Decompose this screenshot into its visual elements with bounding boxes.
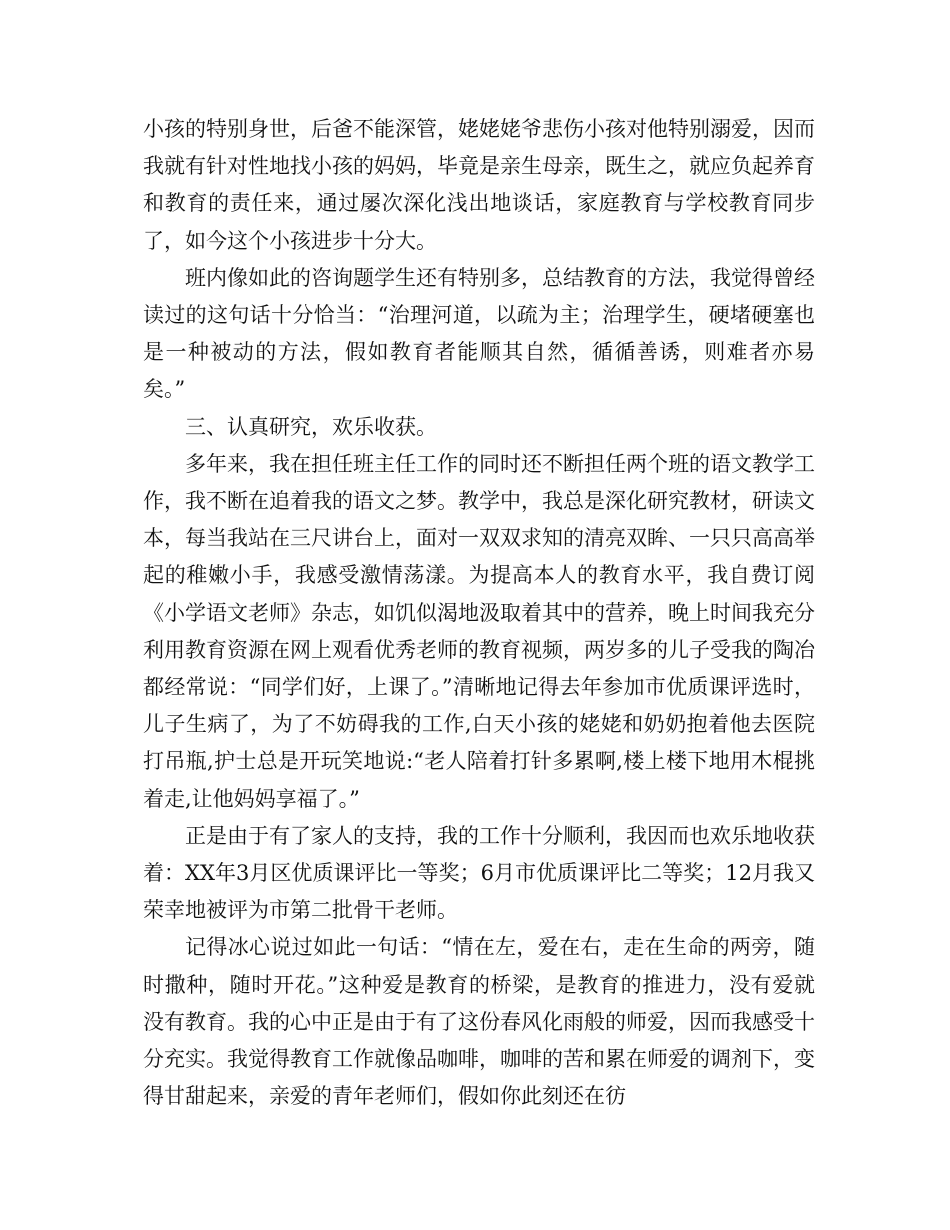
document-body: [143, 111, 815, 1115]
paragraph-1: 小孩的特别身世，后爸不能深管，姥姥姥爷悲伤小孩对他特别溺爱，因而我就有针对性地找小孩的妈妈，毕竟是亲生母亲，既生之，就应负起养育和教育的责任来，通过屡次深化浅出地谈话，家庭教育与学校教育同步了，如今这个小孩进步十分大。: [143, 117, 815, 253]
section-heading: 三、认真研究，欢乐收获。: [185, 414, 437, 439]
paragraph-5: 记得冰心说过如此一句话：“情在左，爱在右，走在生命的两旁，随时撒种，随时开花。”这种爱是教育的桥梁，是教育的推进力，没有爱就没有教育。我的心中正是由于有了这份春风化雨般的师爱，因而我感受十分充实。我觉得教育工作就像品咖啡，咖啡的苦和累在师爱的调剂下，变得甘甜起来，亲爱的青年老师们，假如你此刻还在彷: [143, 935, 815, 1109]
paragraph-4: 正是由于有了家人的支持，我的工作十分顺利，我因而也欢乐地收获着：XX年3月区优质课评比一等奖；6月市优质课评比二等奖；12月我又荣幸地被评为市第二批骨干老师。: [143, 823, 815, 923]
paragraph-2: 班内像如此的咨询题学生还有特别多，总结教育的方法，我觉得曾经读过的这句话十分恰当：“治理河道，以疏为主；治理学生，硬堵硬塞也是一种被动的方法，假如教育者能顺其自然，循循善诱，则难者亦易矣。”: [143, 265, 815, 402]
paragraph-3: 多年来，我在担任班主任工作的同时还不断担任两个班的语文教学工作，我不断在追着我的语文之梦。教学中，我总是深化研究教材，研读文本，每当我站在三尺讲台上，面对一双双求知的清亮双眸、一只只高高举起的稚嫩小手，我感受激情荡漾。为提高本人的教育水平，我自费订阅《小学语文老师》杂志，如饥似渴地汲取着其中的营养，晚上时间我充分利用教育资源在网上观看优秀老师的教育视频，两岁多的儿子受我的陶冶都经常说：“同学们好，上课了。”清晰地记得去年参加市优质课评选时，儿子生病了，为了不妨碍我的工作,白天小孩的姥姥和奶奶抱着他去医院打吊瓶,护士总是开玩笑地说:“老人陪着打针多累啊,楼上楼下地用木棍挑着走,让他妈妈享福了。”: [143, 451, 815, 811]
